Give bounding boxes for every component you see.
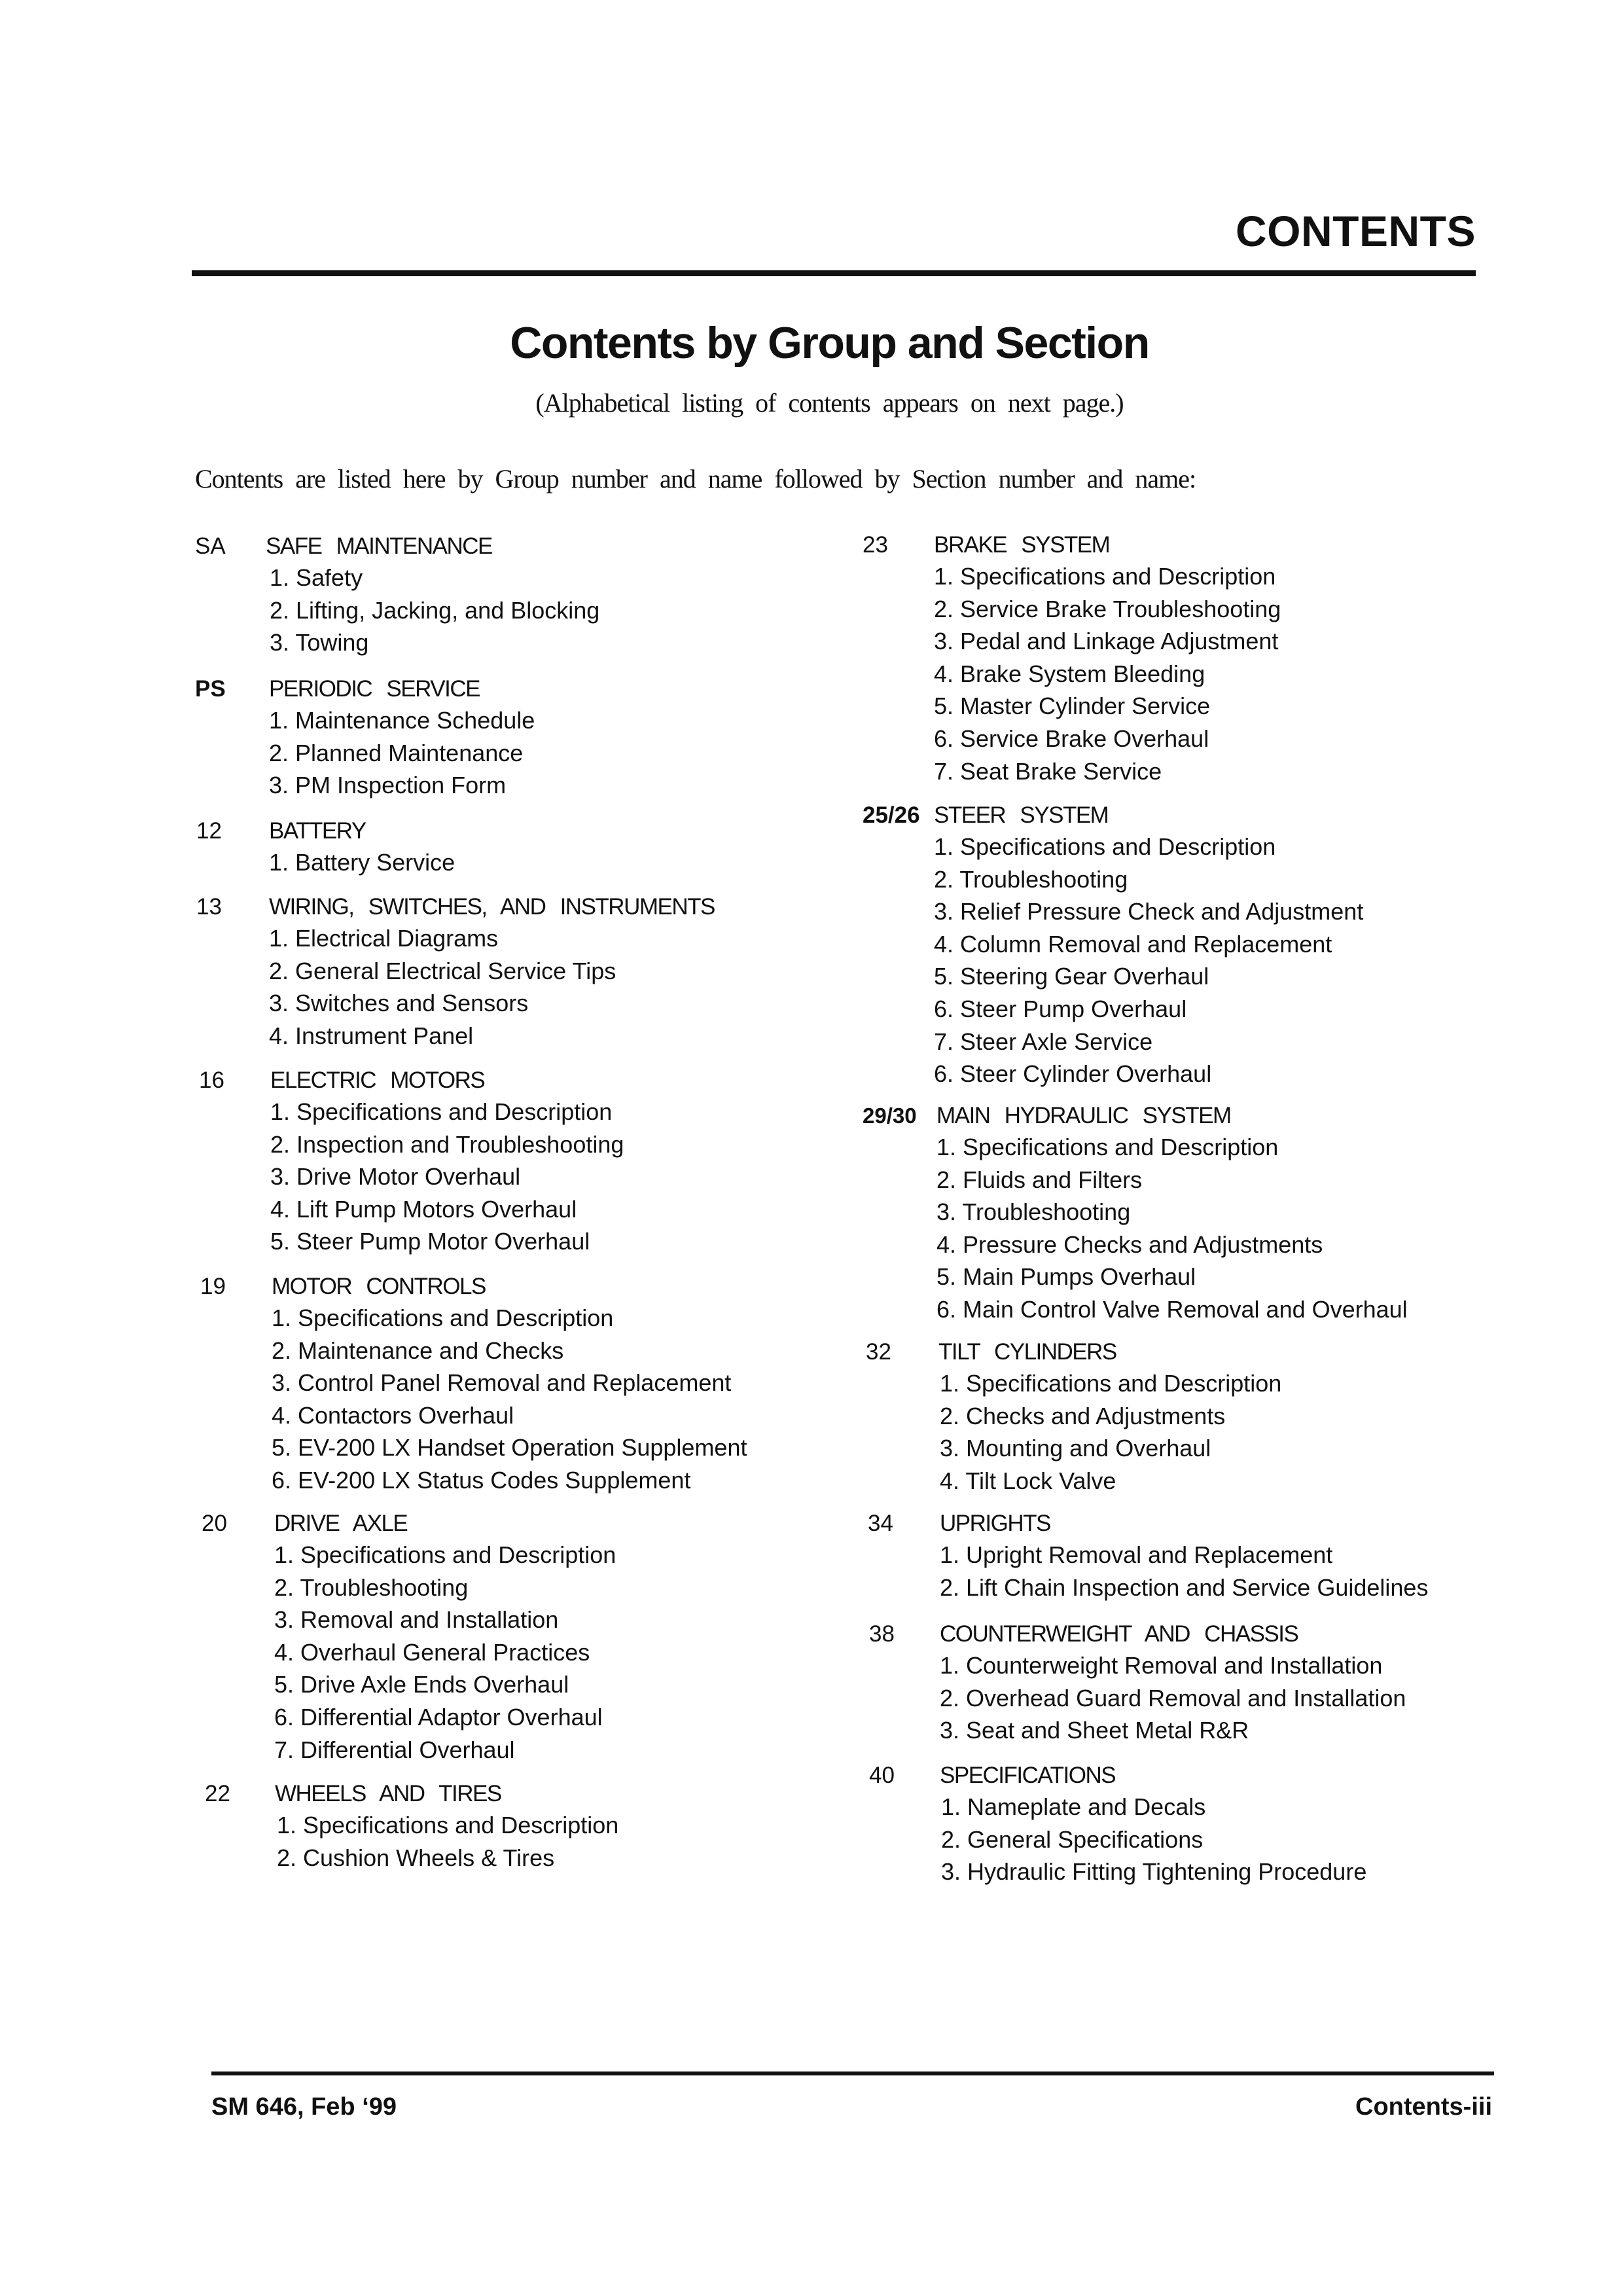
group-number: 22 bbox=[205, 1781, 230, 1806]
group-name: WIRING, SWITCHES, AND INSTRUMENTS bbox=[269, 894, 715, 920]
footer-doc-id: SM 646, Feb ‘99 bbox=[211, 2093, 397, 2121]
section-item: 2. Overhead Guard Removal and Installation bbox=[940, 1684, 1406, 1712]
group-number: 12 bbox=[196, 818, 222, 844]
section-item: 3. Drive Motor Overhaul bbox=[270, 1163, 521, 1191]
section-item: 1. Specifications and Description bbox=[270, 1098, 613, 1125]
section-item: 5. EV-200 LX Handset Operation Supplement bbox=[272, 1434, 747, 1462]
section-item: 2. Fluids and Filters bbox=[936, 1166, 1143, 1193]
section-item: 2. Maintenance and Checks bbox=[272, 1336, 564, 1364]
section-item: 1. Specifications and Description bbox=[940, 1370, 1282, 1397]
section-item: 4. Overhaul General Practices bbox=[274, 1638, 590, 1666]
section-item: 3. Pedal and Linkage Adjustment bbox=[934, 628, 1279, 655]
section-item: 2. Troubleshooting bbox=[274, 1573, 469, 1601]
header-title: CONTENTS bbox=[1236, 207, 1476, 255]
group-number: 20 bbox=[202, 1511, 227, 1536]
section-item: 5. Steering Gear Overhaul bbox=[934, 963, 1209, 990]
section-item: 1. Nameplate and Decals bbox=[941, 1793, 1206, 1820]
section-item: 3. Control Panel Removal and Replacement bbox=[272, 1369, 732, 1397]
section-item: 2. Service Brake Troubleshooting bbox=[934, 595, 1281, 622]
section-item: 3. Removal and Installation bbox=[274, 1606, 559, 1634]
section-item: 2. Lifting, Jacking, and Blocking bbox=[270, 596, 600, 624]
section-item: 6. Main Control Valve Removal and Overhaul bbox=[936, 1295, 1408, 1323]
subtitle: (Alphabetical listing of contents appears on next page.) bbox=[535, 388, 1124, 418]
bottom-rule bbox=[211, 2072, 1494, 2075]
section-item: 4. Instrument Panel bbox=[269, 1022, 474, 1049]
section-item: 2. Lift Chain Inspection and Service Guidelines bbox=[940, 1573, 1429, 1601]
section-item: 1. Specifications and Description bbox=[274, 1541, 616, 1568]
section-item: 2. General Specifications bbox=[941, 1825, 1204, 1853]
group-name: COUNTERWEIGHT AND CHASSIS bbox=[940, 1621, 1298, 1647]
group-name: ELECTRIC MOTORS bbox=[270, 1067, 485, 1093]
section-item: 1. Safety bbox=[270, 564, 363, 591]
section-item: 4. Pressure Checks and Adjustments bbox=[936, 1230, 1323, 1258]
section-item: 4. Lift Pump Motors Overhaul bbox=[270, 1195, 577, 1223]
section-item: 1. Battery Service bbox=[269, 849, 455, 876]
group-name: PERIODIC SERVICE bbox=[269, 676, 480, 702]
group-number: 16 bbox=[199, 1067, 224, 1093]
group-name: TILT CYLINDERS bbox=[938, 1339, 1116, 1365]
group-number: 23 bbox=[863, 532, 888, 558]
page-title: Contents by Group and Section bbox=[510, 318, 1149, 368]
section-item: 3. Seat and Sheet Metal R&R bbox=[940, 1717, 1249, 1744]
section-item: 6. Service Brake Overhaul bbox=[934, 725, 1209, 752]
section-item: 2. Cushion Wheels & Tires bbox=[277, 1844, 555, 1871]
section-item: 3. PM Inspection Form bbox=[269, 772, 507, 799]
section-item: 4. Contactors Overhaul bbox=[272, 1401, 514, 1429]
group-number: 25/26 bbox=[863, 802, 920, 828]
section-item: 5. Drive Axle Ends Overhaul bbox=[274, 1671, 569, 1698]
group-name: BRAKE SYSTEM bbox=[934, 532, 1110, 558]
group-name: SAFE MAINTENANCE bbox=[266, 533, 492, 559]
section-item: 3. Switches and Sensors bbox=[269, 990, 529, 1017]
section-item: 6. Differential Adaptor Overhaul bbox=[274, 1703, 603, 1731]
group-name: MAIN HYDRAULIC SYSTEM bbox=[936, 1103, 1231, 1128]
section-item: 6. Steer Cylinder Overhaul bbox=[934, 1060, 1212, 1088]
intro-text: Contents are listed here by Group number and name followed by Section number and name: bbox=[195, 464, 1196, 493]
section-item: 5. Main Pumps Overhaul bbox=[936, 1263, 1196, 1291]
section-item: 1. Specifications and Description bbox=[272, 1304, 614, 1331]
section-item: 3. Troubleshooting bbox=[936, 1198, 1131, 1226]
group-name: MOTOR CONTROLS bbox=[272, 1274, 486, 1299]
group-name: WHEELS AND TIRES bbox=[275, 1781, 501, 1806]
section-item: 1. Counterweight Removal and Installation bbox=[940, 1652, 1383, 1679]
section-item: 2. Troubleshooting bbox=[934, 865, 1128, 893]
section-item: 5. Master Cylinder Service bbox=[934, 692, 1211, 720]
group-number: 38 bbox=[869, 1621, 895, 1647]
group-name: BATTERY bbox=[269, 818, 366, 844]
section-item: 1. Upright Removal and Replacement bbox=[940, 1541, 1333, 1568]
section-item: 4. Column Removal and Replacement bbox=[934, 930, 1332, 958]
section-item: 7. Seat Brake Service bbox=[934, 757, 1162, 785]
section-item: 3. Relief Pressure Check and Adjustment bbox=[934, 898, 1364, 925]
section-item: 1. Specifications and Description bbox=[934, 563, 1276, 590]
footer-page-number: Contents-iii bbox=[1355, 2093, 1492, 2121]
group-number: 32 bbox=[866, 1339, 891, 1365]
section-item: 2. General Electrical Service Tips bbox=[269, 957, 616, 984]
section-item: 3. Mounting and Overhaul bbox=[940, 1435, 1211, 1462]
group-number: SA bbox=[195, 533, 226, 559]
section-item: 3. Hydraulic Fitting Tightening Procedure bbox=[941, 1858, 1367, 1886]
group-name: DRIVE AXLE bbox=[274, 1511, 408, 1536]
group-number: 34 bbox=[868, 1511, 893, 1536]
group-name: STEER SYSTEM bbox=[934, 802, 1109, 828]
group-number: 13 bbox=[196, 894, 222, 920]
section-item: 1. Specifications and Description bbox=[934, 833, 1276, 860]
group-number: 40 bbox=[869, 1763, 895, 1788]
section-item: 5. Steer Pump Motor Overhaul bbox=[270, 1228, 590, 1255]
section-item: 4. Tilt Lock Valve bbox=[940, 1467, 1116, 1494]
section-item: 7. Steer Axle Service bbox=[934, 1028, 1153, 1055]
section-item: 1. Specifications and Description bbox=[277, 1812, 619, 1839]
group-number: 29/30 bbox=[863, 1103, 917, 1128]
top-rule bbox=[192, 270, 1476, 276]
section-item: 1. Specifications and Description bbox=[936, 1134, 1279, 1160]
group-number: PS bbox=[195, 676, 226, 702]
group-number: 19 bbox=[200, 1274, 226, 1299]
section-item: 2. Inspection and Troubleshooting bbox=[270, 1130, 624, 1158]
section-item: 2. Planned Maintenance bbox=[269, 739, 524, 766]
section-item: 1. Electrical Diagrams bbox=[269, 925, 499, 952]
group-name: SPECIFICATIONS bbox=[940, 1763, 1116, 1788]
section-item: 2. Checks and Adjustments bbox=[940, 1402, 1226, 1429]
section-item: 1. Maintenance Schedule bbox=[269, 707, 535, 734]
group-name: UPRIGHTS bbox=[940, 1511, 1050, 1536]
section-item: 4. Brake System Bleeding bbox=[934, 660, 1205, 687]
section-item: 3. Towing bbox=[270, 629, 369, 656]
section-item: 6. Steer Pump Overhaul bbox=[934, 995, 1187, 1022]
section-item: 7. Differential Overhaul bbox=[274, 1736, 515, 1763]
section-item: 6. EV-200 LX Status Codes Supplement bbox=[272, 1466, 691, 1494]
